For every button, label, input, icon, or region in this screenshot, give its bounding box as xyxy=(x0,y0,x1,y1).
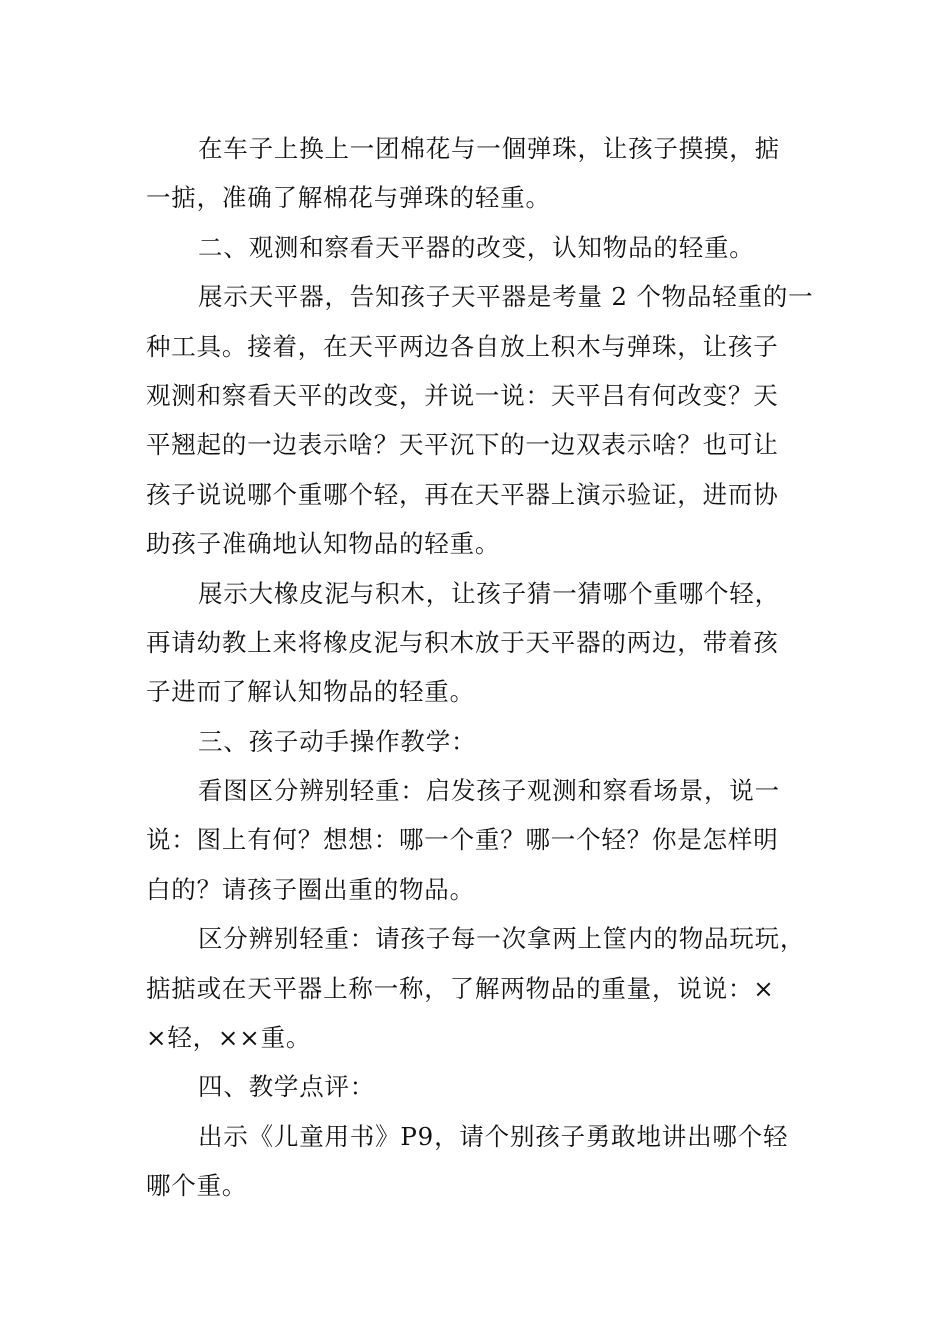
section-heading-4 xyxy=(146,1062,811,1111)
text-line: 再请幼教上来将橡皮泥与积木放于天平器的两边，带着孩 xyxy=(146,627,779,657)
text-line: 孩子说说哪个重哪个轻，再在天平器上演示验证，进而协 xyxy=(146,479,779,509)
text-line: 助孩子准确地认知物品的轻重。 xyxy=(146,529,501,559)
paragraph-6 xyxy=(146,766,811,914)
text-line: 白的？请孩子圈出重的物品。 xyxy=(146,874,475,904)
text-line: 说：图上有何？想想：哪一个重？哪一个轻？你是怎样明 xyxy=(146,825,779,855)
text-line: 区分辨别轻重：请孩子每一次拿两上筐内的物品玩玩， xyxy=(198,924,806,954)
document-body xyxy=(146,124,814,1211)
text-line: 一掂，准确了解棉花与弹珠的轻重。 xyxy=(146,183,551,213)
text-line: 种工具。接着，在天平两边各自放上积木与弹珠，让孩子 xyxy=(146,331,779,361)
text-line: 四、教学点评： xyxy=(198,1072,376,1102)
text-line: 展示大橡皮泥与积木，让孩子猜一猜哪个重哪个轻， xyxy=(198,578,780,608)
text-line: 哪个重。 xyxy=(146,1171,248,1201)
section-heading-3 xyxy=(146,717,811,766)
text-line: 子进而了解认知物品的轻重。 xyxy=(146,677,475,707)
text-line: 观测和察看天平的改变，并说一说：天平吕有何改变？天 xyxy=(146,380,779,410)
paragraph-4 xyxy=(146,569,811,717)
paragraph-1 xyxy=(146,124,811,223)
text-line: 在车子上换上一团棉花与一個弹珠，让孩子摸摸，掂 xyxy=(198,134,780,163)
text-line: 掂掂或在天平器上称一称，了解两物品的重量，说说：× xyxy=(146,973,775,1003)
paragraph-7 xyxy=(146,914,811,1062)
text-line: 平翘起的一边表示啥？天平沉下的一边双表示啥？也可让 xyxy=(146,430,779,460)
text-line: 展示天平器，告知孩子天平器是考量 2 个物品轻重的一 xyxy=(198,282,814,312)
text-line: 出示《儿童用书》P9，请个别孩子勇敢地讲出哪个轻 xyxy=(198,1121,789,1151)
paragraph-3 xyxy=(146,272,814,568)
section-heading-2 xyxy=(146,223,811,272)
text-line: 三、孩子动手操作教学： xyxy=(198,726,477,756)
text-line: ×轻，××重。 xyxy=(146,1023,312,1053)
text-line: 看图区分辨别轻重：启发孩子观测和察看场景，说一 xyxy=(198,776,780,806)
text-line: 二、观测和察看天平器的改变，认知物品的轻重。 xyxy=(198,232,755,262)
paragraph-9 xyxy=(146,1112,811,1211)
